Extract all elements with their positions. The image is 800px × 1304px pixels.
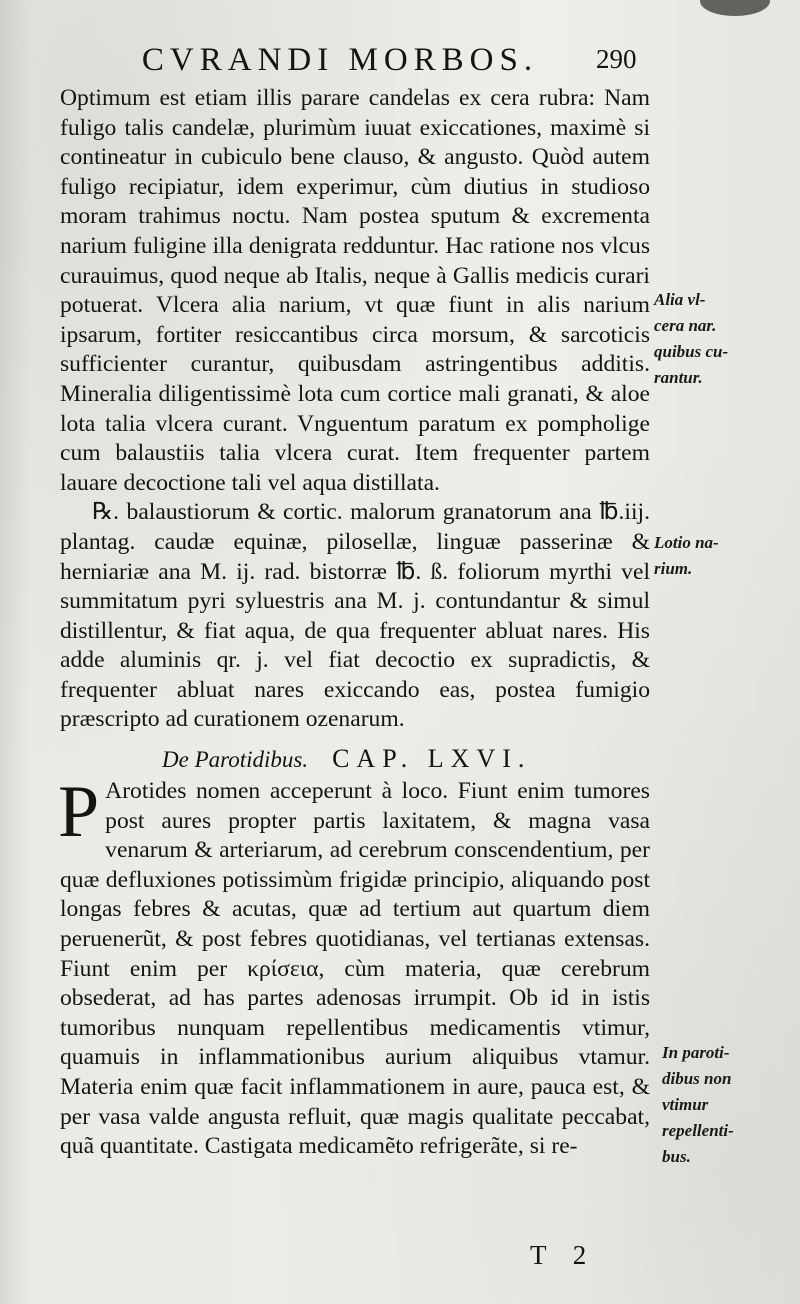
margin-note-line: In paroti- <box>662 1043 730 1062</box>
main-text-column <box>60 84 650 1162</box>
paragraph-candles: Optimum est etiam illis parare candelas ex cera rubra: Nam fuligo talis candelæ, plurimùm iuuat exiccationes, maximè si contineatur in cubiculo bene clauso, & angusto. Quòd autem fuligo recipiatur, idem experimur, cùm diutius in studioso moram trahimus noctu. Nam postea sputum & excrementa narium fuligine illa denigrata redduntur. Hac ratione nos vlcus curauimus, quod neque ab Italis, neque à Gallis medicis curari potuerat. Vlcera alia narium, vt quæ fiunt in alis narium ipsarum, fortiter resiccantibus circa morsum, & sarcoticis sufficienter curantur, quibusdam astringentibus additis. Mineralia diligentissimè lota cum cortice mali granati, & aloe lota talia vlcera curant. Vnguentum paratum ex pompholige cum balaustiis talia vlcera curat. Item frequenter partem lauare decoctione tali vel aqua distillata. <box>60 85 650 496</box>
margin-note-line: rantur. <box>654 368 703 387</box>
margin-note-line: repellenti- <box>662 1121 734 1140</box>
margin-note-line: cera nar. <box>654 316 717 335</box>
margin-note-ulcers <box>654 287 728 391</box>
margin-note-line: Alia vl- <box>654 290 706 309</box>
margin-note-line: dibus non <box>662 1069 732 1088</box>
chapter-title: De Parotidibus. <box>162 747 309 773</box>
margin-note-line: rium. <box>654 559 693 578</box>
margin-note-line: quibus cu- <box>654 342 729 361</box>
signature-mark: T 2 <box>530 1240 597 1270</box>
margin-note-line: bus. <box>662 1147 691 1166</box>
page-number: 290 <box>596 44 637 74</box>
running-head: CVRANDI MORBOS. <box>141 42 539 78</box>
margin-note-parotids <box>662 1040 734 1170</box>
paragraph-parotides <box>58 771 650 1162</box>
chapter-number: CAP. LXVI. <box>332 744 532 774</box>
paragraph-parotides-text: Arotides nomen acceperunt à loco. Fiunt enim tumores post aures propter partis laxitatem, & magna vasa venarum & arteriarum, ad cerebrum conscendentium, per quæ defluxiones potissimùm frigidæ principio, aliquando post longas febres & acutas, quæ ad tertium aut quartum diem peruenerũt, & post febres quotidianas, vel tertianas extensas. Fiunt enim per κρίσεια, cùm materia, quæ cerebrum obsederat, ad has partes adenosas irrumpit. Ob id in istis tumoribus nunquam repellentibus medicamentis vtimur, quamuis in inflammationibus aurium aliquibus vtamur. Materia enim quæ facit inflammationem in aure, pauca est, & per vasa valde angusta refluit, quæ magis qualitate peccabat, quã quantitate. Castigata medicamẽto refrigerãte, si re- <box>60 778 650 1160</box>
paragraph-recipe: ℞. balaustiorum & cortic. malorum granatorum ana ℔.iij. plantag. caudæ equinæ, pilosellæ, linguæ passerinæ & herniariæ ana M. ij. rad. bistorræ ℔. ß. foliorum myrthi vel summitatum pyri syluestris ana M. j. contundantur & simul distillentur, & fiat aqua, de qua frequenter abluat nares. His adde aluminis qr. j. vel fiat decoctio ex supradictis, & frequenter abluat nares exiccando eas, postea fumigio præscripto ad curationem ozenarum. <box>60 499 650 733</box>
chapter-heading <box>60 741 650 777</box>
margin-note-line: Lotio na- <box>654 533 719 552</box>
margin-note-line: vtimur <box>662 1095 709 1114</box>
drop-capital: P <box>58 771 100 854</box>
margin-note-lotion <box>654 530 719 582</box>
ink-blot <box>700 0 770 16</box>
